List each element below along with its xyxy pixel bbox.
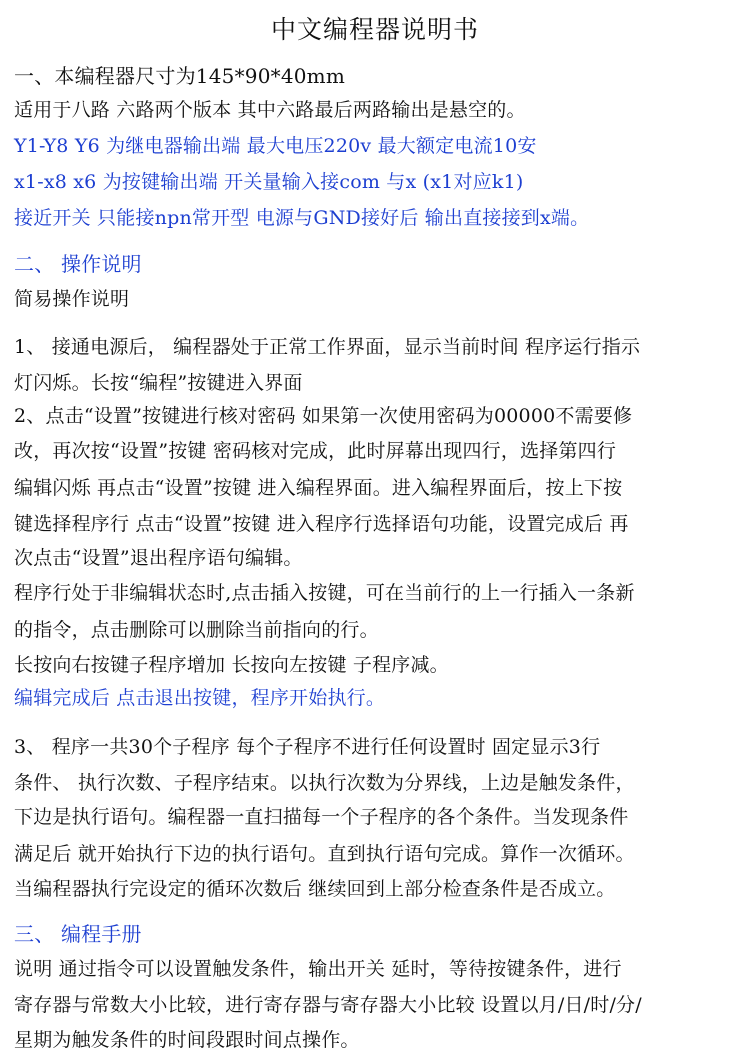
section3-line: 说明 通过指令可以设置触发条件，输出开关 延时，等待按键条件，进行 — [14, 958, 622, 980]
section1-line: Y1-Y8 Y6 为继电器输出端 最大电压220v 最大额定电流10安 — [14, 135, 537, 157]
section2-item2-line: 键选择程序行 点击“设置”按键 进入程序行选择语句功能，设置完成后 再 — [14, 513, 629, 535]
section2-item3-line: 当编程器执行完设定的循环次数后 继续回到上部分检查条件是否成立。 — [14, 878, 616, 900]
section2-item2-line: 的指令，点击删除可以删除当前指向的行。 — [14, 619, 379, 641]
section2-item2-line: 编辑闪烁 再点击“设置”按键 进入编程界面。进入编程界面后，按上下按 — [14, 477, 623, 499]
section2-heading: 二、 操作说明 — [14, 252, 142, 276]
section1-line: x1-x8 x6 为按键输出端 开关量输入接com 与x (x1对应k1) — [14, 171, 524, 193]
section1-heading: 一、本编程器尺寸为145*90*40mm — [14, 64, 346, 88]
section1-line: 适用于八路 六路两个版本 其中六路最后两路输出是悬空的。 — [14, 99, 526, 121]
section2-item3-line: 3、 程序一共30个子程序 每个子程序不进行任何设置时 固定显示3行 — [14, 736, 601, 758]
document-title: 中文编程器说明书 — [270, 15, 479, 44]
section3-heading: 三、 编程手册 — [14, 922, 142, 946]
section2-subheading: 简易操作说明 — [14, 288, 130, 310]
section2-item3-line: 满足后 就开始执行下边的执行语句。直到执行语句完成。算作一次循环。 — [14, 843, 635, 865]
section2-item1-line: 灯闪烁。长按“编程”按键进入界面 — [14, 372, 303, 394]
section2-item2-line: 次点击“设置”退出程序语句编辑。 — [14, 547, 303, 569]
section2-item2-note: 编辑完成后 点击退出按键，程序开始执行。 — [14, 687, 386, 709]
section2-item3-line: 条件、 执行次数、子程序结束。以执行次数为分界线，上边是触发条件， — [14, 772, 635, 794]
section2-item2-line: 长按向右按键子程序增加 长按向左按键 子程序减。 — [14, 654, 449, 676]
section2-item2-line: 2、点击“设置”按键进行核对密码 如果第一次使用密码为00000不需要修 — [14, 405, 633, 427]
section2-item1-line: 1、 接通电源后， 编程器处于正常工作界面，显示当前时间 程序运行指示 — [14, 336, 641, 358]
section2-item2-line: 改，再次按“设置”按键 密码核对完成，此时屏幕出现四行，选择第四行 — [14, 440, 617, 462]
section2-item3-line: 下边是执行语句。编程器一直扫描每一个子程序的各个条件。当发现条件 — [14, 806, 629, 828]
section3-line: 寄存器与常数大小比较，进行寄存器与寄存器大小比较 设置以月/日/时/分/ — [14, 994, 642, 1016]
section2-item2-line: 程序行处于非编辑状态时,点击插入按键，可在当前行的上一行插入一条新 — [14, 582, 635, 604]
section1-line: 接近开关 只能接npn常开型 电源与GND接好后 输出直接接到x端。 — [14, 207, 590, 229]
section3-line: 星期为触发条件的时间段跟时间点操作。 — [14, 1029, 360, 1051]
